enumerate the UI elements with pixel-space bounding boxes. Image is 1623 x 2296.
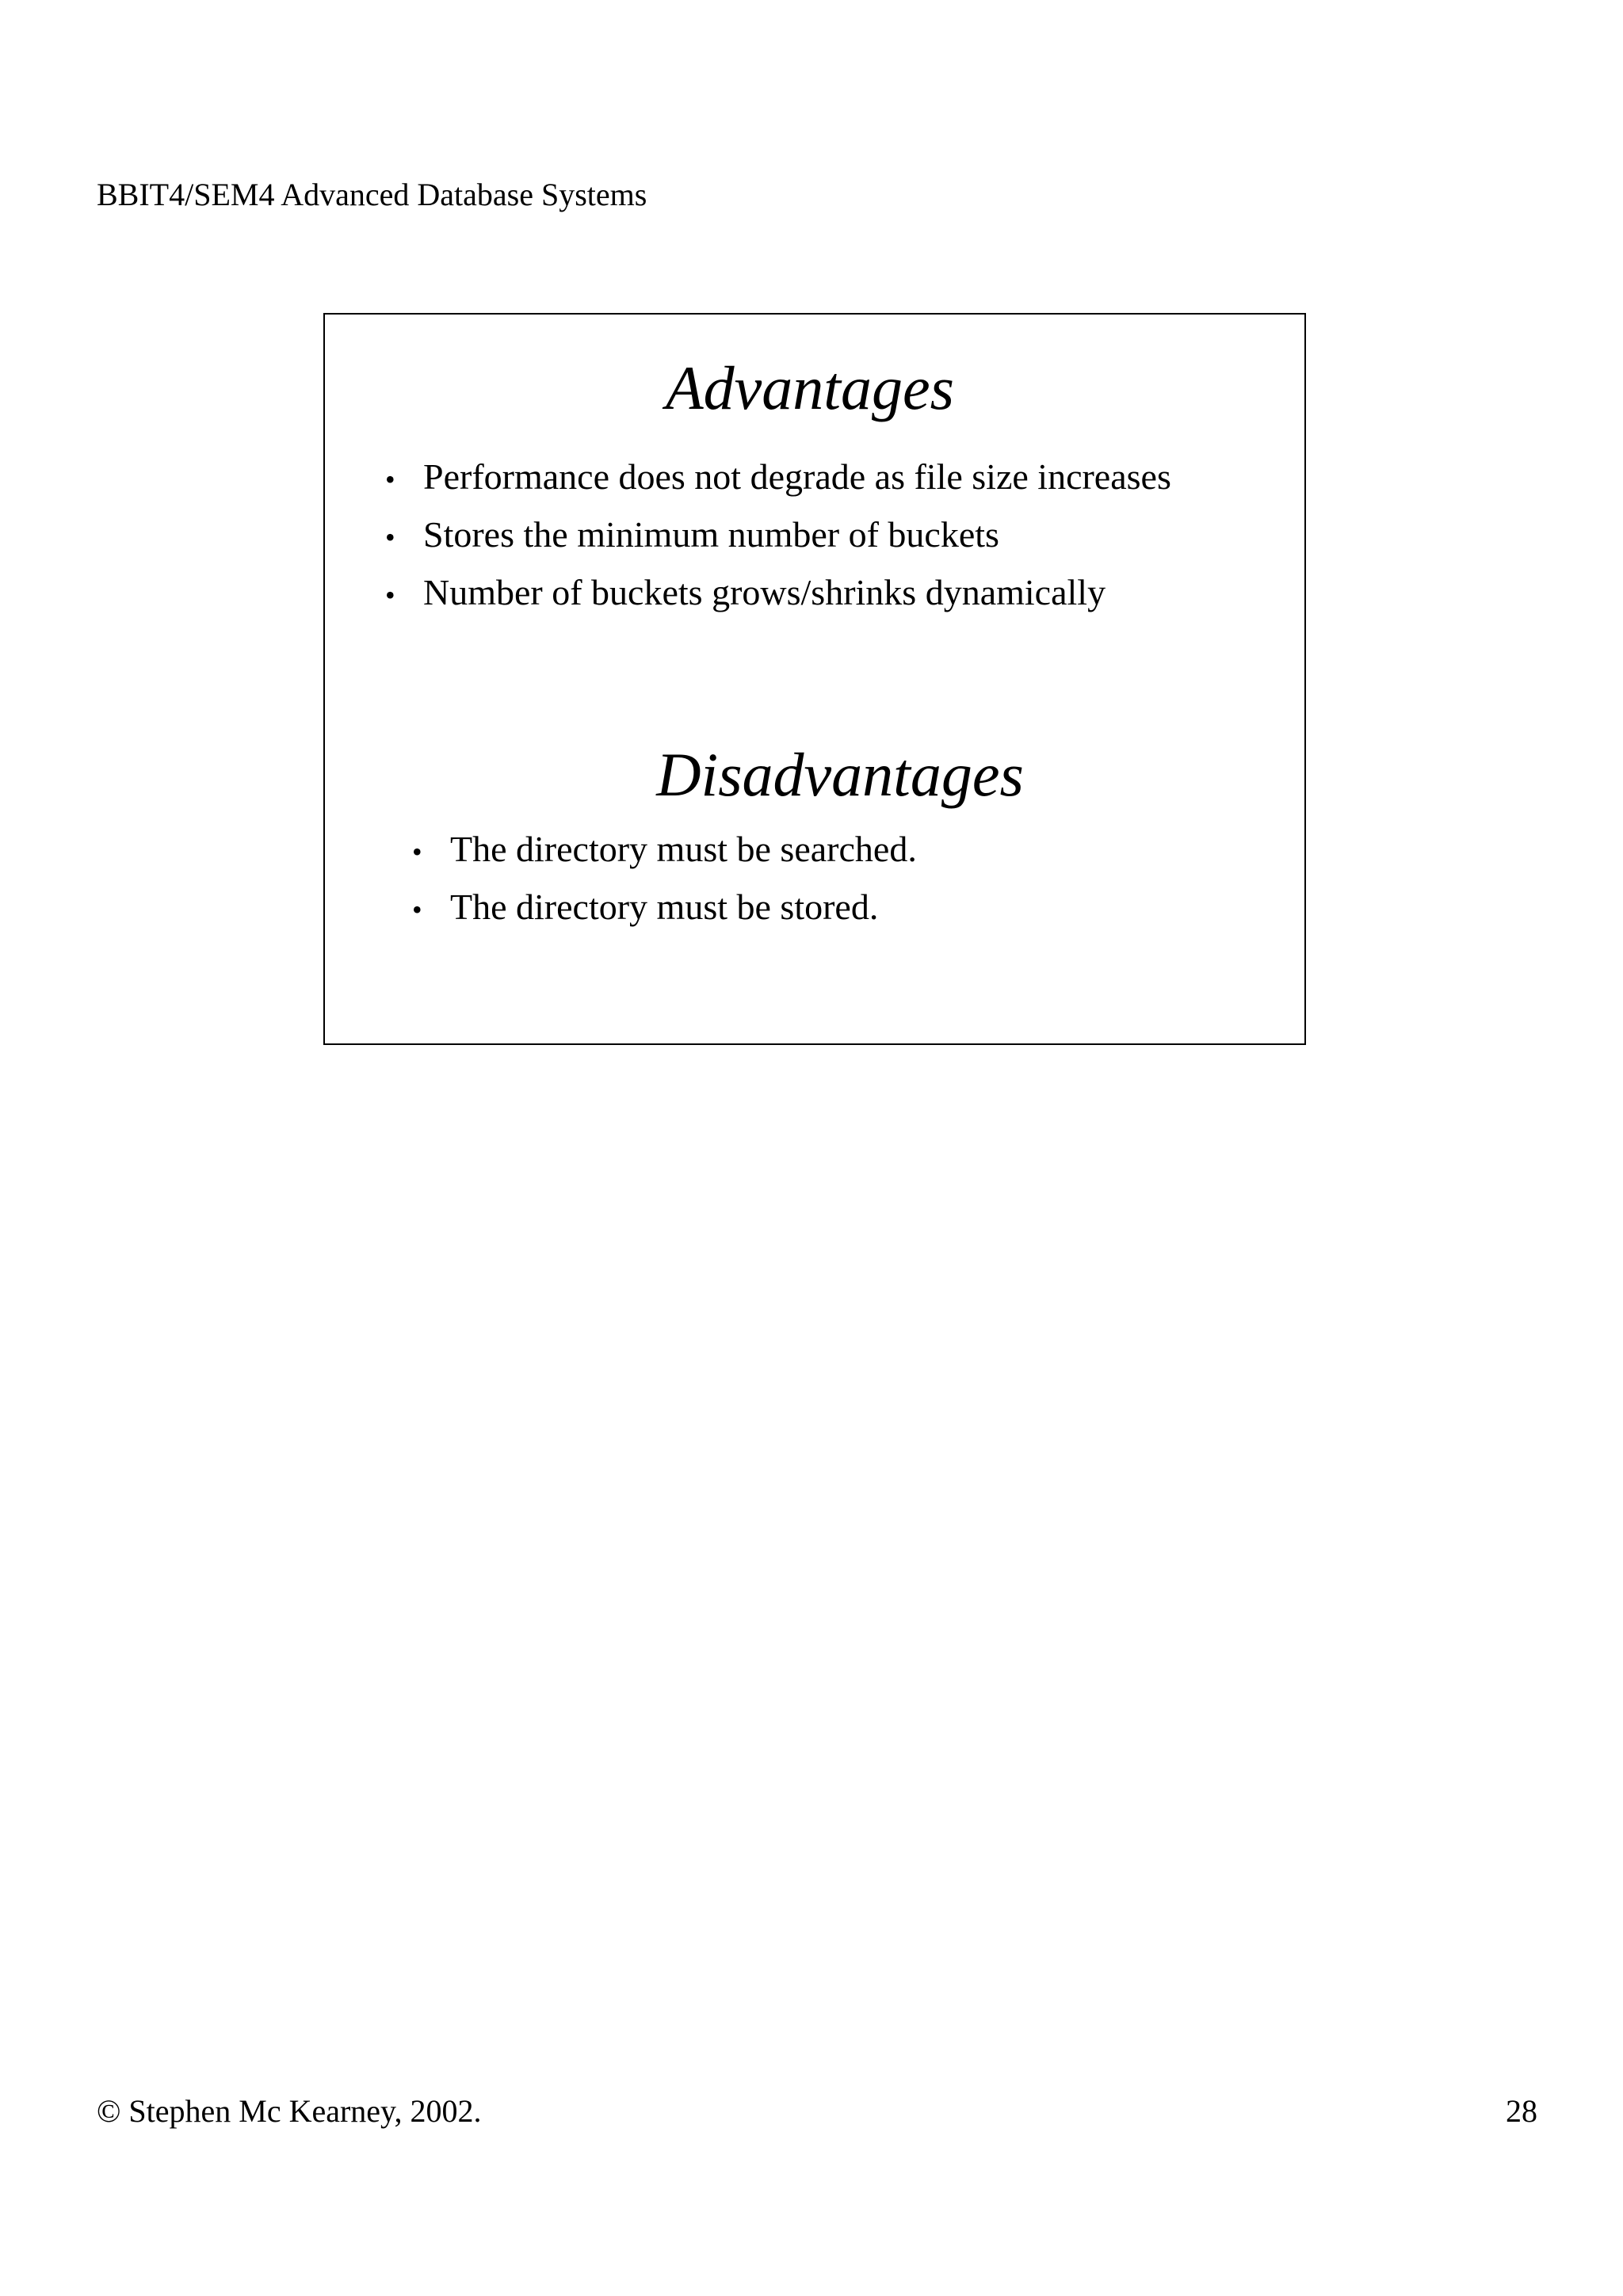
page-footer (97, 2092, 1537, 2131)
disadvantages-list (412, 822, 917, 937)
list-item-text: The directory must be searched. (450, 829, 917, 869)
bullet-icon: • (412, 836, 422, 868)
list-item (412, 879, 917, 937)
list-item-text: Number of buckets grows/shrinks dynamically (423, 572, 1106, 612)
bullet-icon: • (385, 579, 395, 611)
page-header-course-title: BBIT4/SEM4 Advanced Database Systems (97, 177, 647, 212)
bullet-icon: • (385, 521, 395, 553)
list-item (412, 822, 917, 879)
list-item (385, 449, 1171, 507)
bullet-icon: • (385, 463, 395, 495)
list-item-text: Stores the minimum number of buckets (423, 514, 999, 555)
list-item (385, 507, 1171, 565)
list-item-text: Performance does not degrade as file size increases (423, 456, 1171, 497)
list-item (385, 565, 1171, 623)
list-item-text: The directory must be stored. (450, 887, 879, 927)
slide-frame (323, 313, 1306, 1045)
advantages-list (385, 449, 1171, 623)
advantages-heading: Advantages (666, 353, 954, 422)
copyright-notice: © Stephen Mc Kearney, 2002. (97, 2093, 482, 2129)
bullet-icon: • (412, 894, 422, 925)
page-number: 28 (1506, 2093, 1537, 2129)
disadvantages-heading: Disadvantages (656, 740, 1024, 809)
